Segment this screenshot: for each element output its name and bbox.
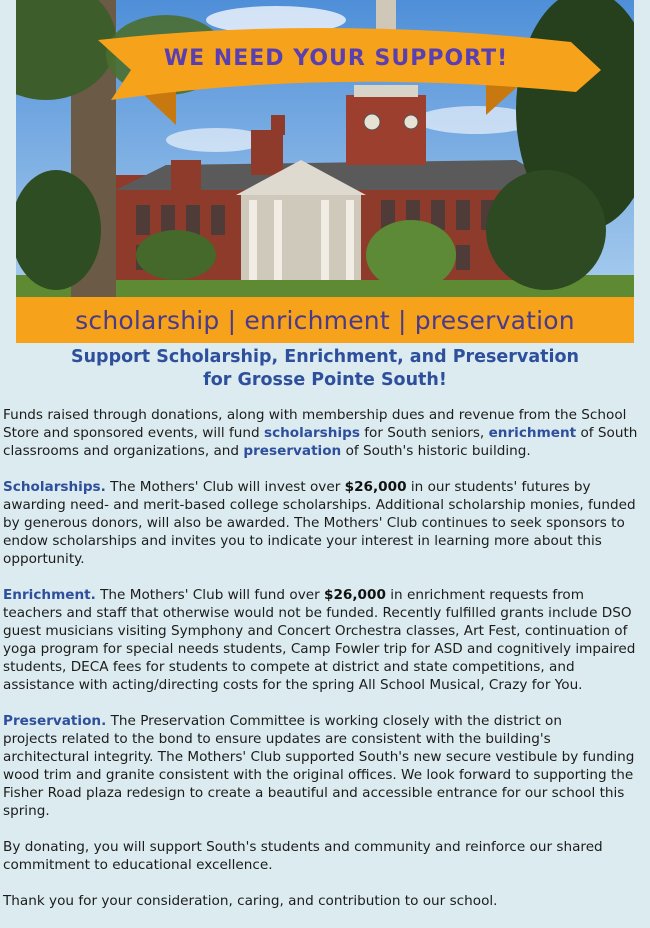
thanks-paragraph: Thank you for your consideration, caring, and contribution to our school. xyxy=(3,893,498,909)
enrichment-paragraph xyxy=(3,586,647,694)
preservation-text: projects related to the bond to ensure updates are consistent with the building's xyxy=(3,731,551,747)
enrichment-text: The Mothers' Club will fund over xyxy=(95,587,325,603)
scholarships-paragraph xyxy=(3,478,647,568)
intro-text: of South's historic building. xyxy=(341,443,531,459)
keyword-preservation: preservation xyxy=(243,443,342,459)
section-title-preservation: Preservation. xyxy=(3,713,107,729)
enrichment-amount: $26,000 xyxy=(324,587,386,603)
preservation-text: architectural integrity. The Mothers' Club supported South's new secure vestibule by funding wood trim and granite consistent with the original offices. We look forward to supporting the Fisher Road plaza redesign to create a beautiful and accessible entrance for our school this spring. xyxy=(3,749,635,819)
heading-line-1: Support Scholarship, Enrichment, and Preservation xyxy=(71,347,579,367)
heading-line-2: for Grosse Pointe South! xyxy=(203,370,447,390)
preservation-text: The Preservation Committee is working closely with the district on xyxy=(106,713,562,729)
keyword-scholarships: scholarships xyxy=(263,425,360,441)
tagline: scholarship | enrichment | preservation xyxy=(75,305,575,335)
closing-paragraph: By donating, you will support South's students and community and reinforce our shared commitment to educational excellence. xyxy=(3,839,603,873)
scholarships-text: The Mothers' Club will invest over xyxy=(105,479,345,495)
scholarships-text: in our students' futures by awarding need- and merit-based college scholarships. Additional scholarship monies, funded by generous donors, will also be awarded. The Mothers' Club continues to seek sponsors to endow scholarships and invites you to indicate your interest in learning more about this opportunity. xyxy=(3,479,636,567)
intro-text: for South seniors, xyxy=(359,425,489,441)
enrichment-text: in enrichment requests from teachers and staff that otherwise would not be funded. Recently fulfilled grants include DSO guest musicians visiting Symphony and Concert Orchestra classes, Art Fest, continuation of yoga program for special needs students, Camp Fowler trip for ASD and cognitively impaired students, DECA fees for students to compete at district and state competitions, and assistance with acting/directing costs for the spring All School Musical, Crazy for You. xyxy=(3,587,636,693)
intro-text: of South classrooms and organizations, and xyxy=(3,425,638,459)
intro-text: Funds raised through donations, along with membership dues and revenue from the School Store and sponsored events, will fund xyxy=(3,407,627,441)
preservation-paragraph xyxy=(3,712,647,820)
section-title-enrichment: Enrichment. xyxy=(3,587,96,603)
hero-image xyxy=(16,0,634,343)
tagline-bar xyxy=(16,297,634,343)
scholarship-amount: $26,000 xyxy=(344,479,407,495)
keyword-enrichment: enrichment xyxy=(488,425,577,441)
school-building-photo xyxy=(16,0,634,343)
page-heading xyxy=(0,346,650,392)
section-title-scholarships: Scholarships. xyxy=(3,479,106,495)
article-body xyxy=(3,406,647,928)
intro-paragraph xyxy=(3,406,647,460)
banner-title: WE NEED YOUR SUPPORT! xyxy=(163,46,509,71)
